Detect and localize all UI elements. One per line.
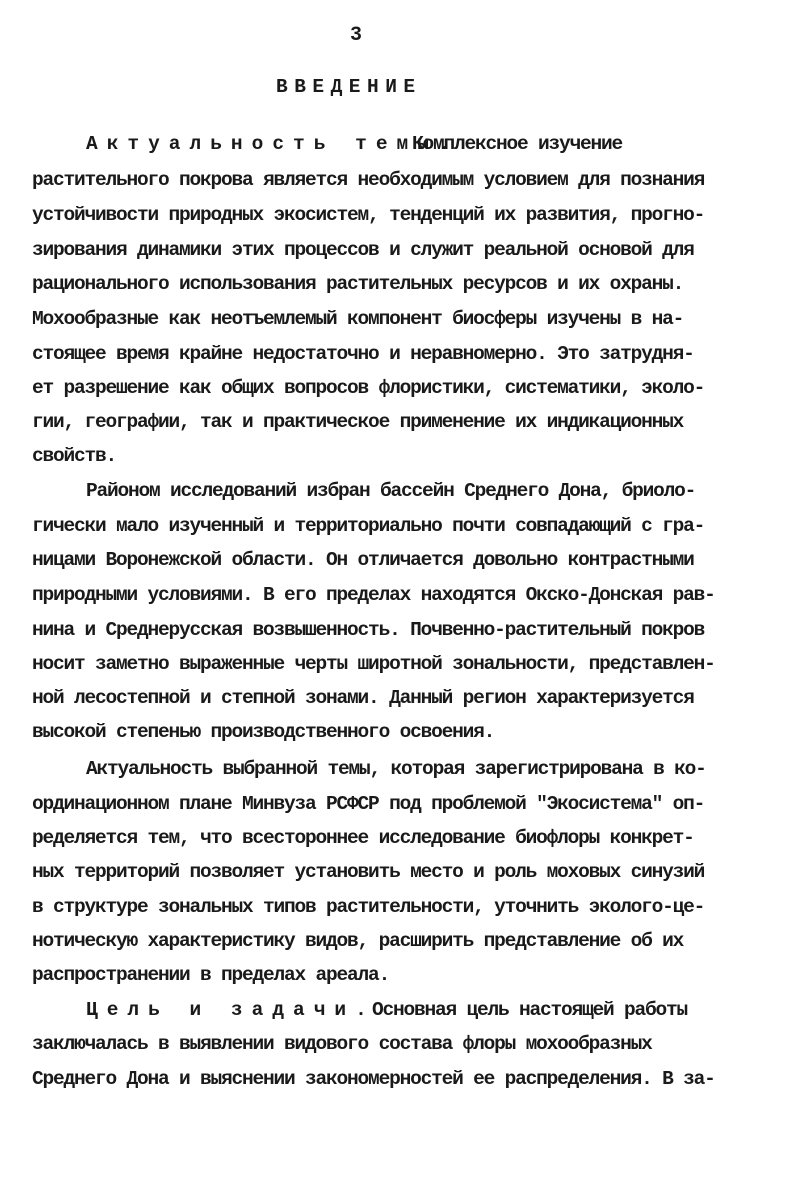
paragraph-line: высокой степенью производственного освоения. — [32, 721, 495, 743]
paragraph-line: растительного покрова является необходимым условием для познания — [32, 169, 705, 191]
paragraph-line: ницами Воронежской области. Он отличается довольно контрастными — [32, 549, 694, 571]
paragraph-line: нотическую характеристику видов, расширить представление об их — [32, 930, 684, 952]
paragraph-line: Районом исследований избран бассейн Среднего Дона, бриоло- — [86, 480, 696, 502]
paragraph-line: природными условиями. В его пределах находятся Окско-Донская рав- — [32, 584, 715, 606]
paragraph-line: рационального использования растительных ресурсов и их охраны. — [32, 273, 684, 295]
paragraph-line: ределяется тем, что всестороннее исследование биофлоры конкрет- — [32, 827, 694, 849]
paragraph-line: ет разрешение как общих вопросов флористики, систематики, эколо- — [32, 377, 705, 399]
paragraph-line: распространении в пределах ареала. — [32, 964, 390, 986]
page-title: ВВЕДЕНИЕ — [276, 76, 422, 98]
paragraph-line: гически мало изученный и территориально почти совпадающий с гра- — [32, 515, 705, 537]
paragraph-line: носит заметно выраженные черты широтной зональности, представлен- — [32, 653, 715, 675]
paragraph-line: ординационном плане Минвуза РСФСР под проблемой "Экосистема" оп- — [32, 793, 705, 815]
paragraph-line: ной лесостепной и степной зонами. Данный регион характеризуется — [32, 687, 694, 709]
paragraph-line: зирования динамики этих процессов и служит реальной основой для — [32, 239, 694, 261]
page-number: 3 — [350, 24, 363, 47]
paragraph-line: Комплексное изучение — [412, 133, 623, 155]
paragraph-line: в структуре зональных типов растительности, уточнить эколого-це- — [32, 896, 705, 918]
paragraph-line: Мохообразные как неотъемлемый компонент биосферы изучены в на- — [32, 308, 684, 330]
paragraph-line: Среднего Дона и выяснении закономерностей ее распределения. В за- — [32, 1068, 715, 1090]
paragraph-line: Актуальность выбранной темы, которая зарегистрирована в ко- — [86, 758, 706, 780]
paragraph-line: устойчивости природных экосистем, тенденций их развития, прогно- — [32, 204, 705, 226]
paragraph-line: стоящее время крайне недостаточно и неравномерно. Это затрудня- — [32, 343, 694, 365]
paragraph-line: нина и Среднерусская возвышенность. Почвенно-растительный покров — [32, 619, 705, 641]
paragraph-line: гии, географии, так и практическое применение их индикационных — [32, 411, 684, 433]
section-lead-relevance: Актуальность темы. — [86, 133, 459, 155]
paragraph-line: заключалась в выявлении видового состава флоры мохообразных — [32, 1033, 652, 1055]
paragraph-line: свойств. — [32, 445, 117, 467]
section-lead-goals: Цель и задачи. — [86, 999, 376, 1021]
paragraph-line: ных территорий позволяет установить место и роль моховых синузий — [32, 861, 705, 883]
paragraph-line: Основная цель настоящей работы — [372, 999, 688, 1021]
